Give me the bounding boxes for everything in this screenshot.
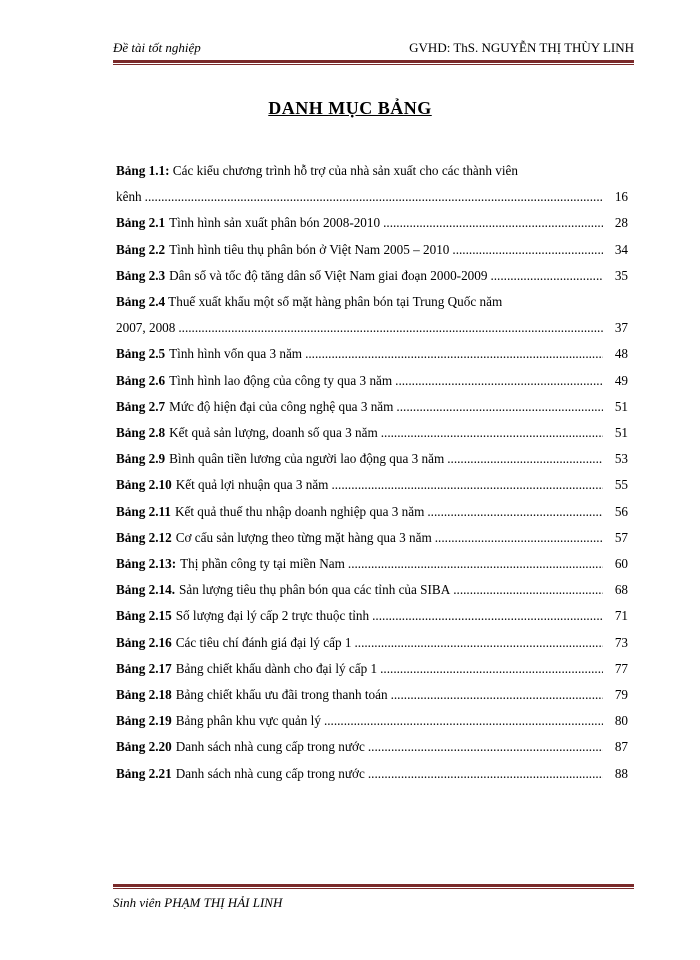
list-item: [116, 734, 628, 760]
dot-leader: [354, 630, 603, 656]
dot-leader: [490, 263, 603, 289]
table-number: Bảng 2.1: [116, 215, 166, 231]
table-number: Bảng 1.1:: [116, 163, 170, 178]
dot-leader: [324, 708, 603, 734]
page-number: 73: [614, 634, 628, 650]
table-number: Bảng 2.19: [116, 713, 172, 729]
list-item: [116, 341, 628, 367]
page-number: 68: [614, 582, 628, 598]
page-number: 55: [614, 477, 628, 493]
table-number: Bảng 2.9: [116, 451, 166, 467]
dot-leader: [178, 315, 603, 341]
table-caption: Dân số và tốc độ tăng dân số Việt Nam giai đoạn 2000-2009: [169, 267, 488, 283]
table-number: Bảng 2.11: [116, 503, 171, 519]
page-footer: Sinh viên PHẠM THỊ HẢI LINH: [113, 895, 283, 910]
header-thesis-label: Đề tài tốt nghiệp: [113, 40, 201, 55]
list-item: [116, 551, 628, 577]
table-number: Bảng 2.3: [116, 267, 166, 283]
dot-leader: [372, 603, 603, 629]
table-number: Bảng 2.7: [116, 398, 166, 414]
dot-leader: [383, 210, 603, 236]
list-item: [116, 446, 628, 472]
table-number: Bảng 2.6: [116, 372, 166, 388]
table-caption: Thuế xuất khẩu một số mặt hàng phân bón tại Trung Quốc năm: [168, 294, 503, 310]
page-number: 51: [614, 425, 628, 441]
table-number: Bảng 2.2: [116, 241, 166, 257]
table-caption: Số lượng đại lý cấp 2 trực thuộc tỉnh: [175, 608, 370, 624]
table-caption: Kết quả lợi nhuận qua 3 năm: [175, 477, 329, 493]
page-number: 48: [614, 346, 628, 362]
list-item: [116, 368, 628, 394]
list-item: [116, 263, 628, 289]
page-number: 16: [614, 189, 628, 205]
dot-leader: [435, 525, 603, 551]
page-number: 37: [614, 320, 628, 336]
list-item: [116, 394, 628, 420]
page-number: 57: [614, 529, 628, 545]
table-caption: Tình hình sản xuất phân bón 2008-2010: [169, 215, 381, 231]
list-item: [116, 603, 628, 629]
list-item: [116, 525, 628, 551]
page-number: 53: [614, 451, 628, 467]
page-number: 56: [614, 503, 628, 519]
list-item: [116, 420, 628, 446]
page-number: 28: [614, 215, 628, 231]
dot-leader: [145, 184, 603, 210]
dot-leader: [427, 499, 603, 525]
dot-leader: [368, 734, 603, 760]
page-number: 49: [614, 372, 628, 388]
page-number: 88: [614, 765, 628, 781]
list-item: [116, 499, 628, 525]
list-item: [116, 656, 628, 682]
list-item: [116, 210, 628, 236]
table-number: Bảng 2.13:: [116, 556, 177, 572]
dot-leader: [452, 237, 603, 263]
page-number: 60: [614, 556, 628, 572]
dot-leader: [305, 341, 603, 367]
table-caption: Bảng chiết khấu dành cho đại lý cấp 1: [175, 660, 378, 676]
page-header: [113, 40, 634, 58]
table-caption: Tình hình vốn qua 3 năm: [169, 346, 303, 362]
list-item: [116, 577, 628, 603]
table-caption: Danh sách nhà cung cấp trong nước: [175, 739, 365, 755]
table-list: [116, 158, 628, 787]
list-item: [116, 289, 628, 315]
table-number: Bảng 2.17: [116, 660, 172, 676]
dot-leader: [381, 420, 603, 446]
dot-leader: [453, 577, 603, 603]
table-caption: Cơ cấu sản lượng theo từng mặt hàng qua 3 năm: [175, 529, 432, 545]
table-number: Bảng 2.10: [116, 477, 172, 493]
list-item: [116, 158, 628, 184]
table-number: Bảng 2.8: [116, 425, 166, 441]
list-item-continuation: [116, 184, 628, 210]
header-supervisor: GVHD: ThS. NGUYỄN THỊ THÙY LINH: [409, 40, 634, 55]
table-caption-continued: kênh: [116, 189, 142, 205]
page-number: 51: [614, 398, 628, 414]
table-number: Bảng 2.14.: [116, 582, 175, 598]
table-caption: Sản lượng tiêu thụ phân bón qua các tỉnh của SIBA: [179, 582, 451, 598]
table-caption: Bảng phân khu vực quản lý: [175, 713, 321, 729]
table-number: Bảng 2.5: [116, 346, 166, 362]
table-number: Bảng 2.12: [116, 529, 172, 545]
list-item: [116, 682, 628, 708]
table-caption: Tình hình lao động của công ty qua 3 năm: [169, 372, 393, 388]
table-caption: Bảng chiết khấu ưu đãi trong thanh toán: [175, 687, 388, 703]
table-caption: Kết quả thuế thu nhập doanh nghiệp qua 3 năm: [174, 503, 425, 519]
dot-leader: [395, 368, 603, 394]
table-number: Bảng 2.16: [116, 634, 172, 650]
page-number: 80: [614, 713, 628, 729]
table-number: Bảng 2.15: [116, 608, 172, 624]
page-number: 87: [614, 739, 628, 755]
table-caption-continued: 2007, 2008: [116, 320, 176, 336]
dot-leader: [391, 682, 603, 708]
table-caption: Kết quả sản lượng, doanh số qua 3 năm: [169, 425, 378, 441]
table-number: Bảng 2.4: [116, 294, 166, 310]
dot-leader: [368, 761, 603, 787]
table-caption: Danh sách nhà cung cấp trong nước: [175, 765, 365, 781]
page-number: 79: [614, 687, 628, 703]
table-number: Bảng 2.21: [116, 765, 172, 781]
list-item: [116, 630, 628, 656]
list-item-continuation: [116, 315, 628, 341]
page-number: 77: [614, 660, 628, 676]
list-item: [116, 472, 628, 498]
dot-leader: [380, 656, 603, 682]
dot-leader: [396, 394, 603, 420]
table-caption: Bình quân tiền lương của người lao động qua 3 năm: [169, 451, 445, 467]
table-caption: Các kiểu chương trình hỗ trợ của nhà sản xuất cho các thành viên: [172, 163, 518, 178]
list-item: [116, 237, 628, 263]
dot-leader: [447, 446, 603, 472]
table-caption: Các tiêu chí đánh giá đại lý cấp 1: [175, 634, 352, 650]
page-number: 71: [614, 608, 628, 624]
page-number: 34: [614, 241, 628, 257]
table-caption: Mức độ hiện đại của công nghệ qua 3 năm: [169, 398, 394, 414]
table-caption: Tình hình tiêu thụ phân bón ở Việt Nam 2005 – 2010: [169, 241, 450, 257]
list-item: [116, 708, 628, 734]
dot-leader: [331, 472, 603, 498]
page-title: DANH MỤC BẢNG: [268, 98, 432, 118]
dot-leader: [348, 551, 603, 577]
list-item: [116, 761, 628, 787]
table-number: Bảng 2.18: [116, 687, 172, 703]
page-number: 35: [614, 267, 628, 283]
table-caption: Thị phần công ty tại miền Nam: [180, 556, 345, 572]
table-number: Bảng 2.20: [116, 739, 172, 755]
